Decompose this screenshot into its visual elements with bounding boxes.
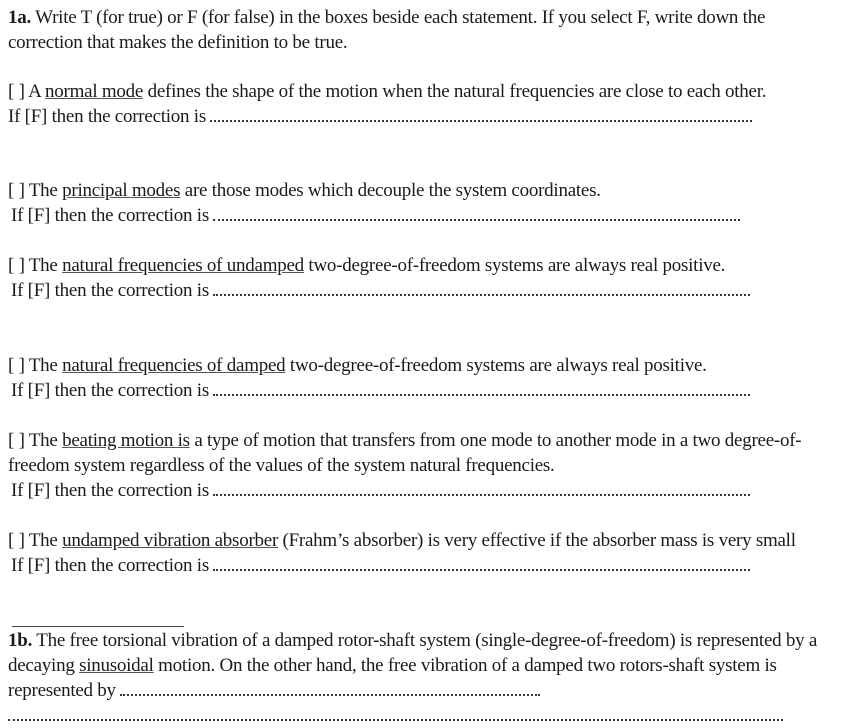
question-1b <box>8 628 833 728</box>
statement-text: defines the shape of the motion when the natural frequencies are close to each other. <box>143 81 767 102</box>
correction-label: If [F] then the correction is <box>11 280 209 301</box>
statement-item <box>8 178 808 228</box>
question-1a-instruction <box>8 5 808 55</box>
question-number: 1b. <box>8 630 33 651</box>
correction-label: If [F] then the correction is <box>11 380 209 401</box>
statement-text: The <box>28 530 63 551</box>
divider <box>12 626 184 627</box>
underlined-term: principal modes <box>62 180 181 201</box>
answer-checkbox[interactable]: [ ] <box>8 180 25 201</box>
underlined-term: sinusoidal <box>79 655 154 676</box>
answer-checkbox[interactable]: [ ] <box>8 255 25 276</box>
statement-item <box>8 528 828 578</box>
statement-text: a type of motion that transfers from one mode to another mode in a two degree-of-freedom system regardless of the values of the system natural frequencies. <box>8 430 802 476</box>
statement-text: The <box>28 180 63 201</box>
question-text: motion. On the other hand, the free vibration of a damped two rotors-shaft system is represented by <box>8 655 777 701</box>
underlined-term: normal mode <box>45 81 144 102</box>
underlined-term: beating motion is <box>62 430 190 451</box>
question-number: 1a. <box>8 7 31 28</box>
statement-text: The <box>28 355 63 376</box>
statement-text: The <box>28 255 63 276</box>
statement-text: two-degree-of-freedom systems are always real positive. <box>285 355 707 376</box>
statement-text: are those modes which decouple the system coordinates. <box>180 180 601 201</box>
underlined-term: undamped vibration absorber <box>62 530 279 551</box>
correction-blank[interactable] <box>213 555 750 571</box>
correction-blank[interactable] <box>213 205 740 221</box>
statement-text: A <box>28 81 46 102</box>
instruction-text: Write T (for true) or F (for false) in the boxes beside each statement. If you select F, write down the correction that makes the definition to be true. <box>8 7 766 53</box>
question-text: The free torsional vibration of a damped rotor-shaft system (single-degree-of-freedom) is represented by a decaying <box>8 630 818 676</box>
correction-blank[interactable] <box>210 106 752 122</box>
answer-checkbox[interactable]: [ ] <box>8 430 25 451</box>
statement-item <box>8 79 808 129</box>
answer-blank[interactable] <box>120 680 540 696</box>
correction-label: If [F] then the correction is <box>8 106 206 127</box>
answer-checkbox[interactable]: [ ] <box>8 81 25 102</box>
correction-blank[interactable] <box>213 280 750 296</box>
underlined-term: natural frequencies of undamped <box>62 255 304 276</box>
correction-label: If [F] then the correction is <box>11 555 209 576</box>
statement-text: (Frahm’s absorber) is very effective if the absorber mass is very small <box>278 530 796 551</box>
answer-blank[interactable] <box>8 705 783 721</box>
answer-checkbox[interactable]: [ ] <box>8 355 25 376</box>
answer-checkbox[interactable]: [ ] <box>8 530 25 551</box>
statement-text: The <box>28 430 63 451</box>
statement-item <box>8 253 778 303</box>
statement-item <box>8 353 838 403</box>
statement-item <box>8 428 818 503</box>
correction-blank[interactable] <box>213 380 750 396</box>
correction-label: If [F] then the correction is <box>11 205 209 226</box>
correction-label: If [F] then the correction is <box>11 480 209 501</box>
underlined-term: natural frequencies of damped <box>62 355 286 376</box>
statement-text: two-degree-of-freedom systems are always real positive. <box>303 255 726 276</box>
correction-blank[interactable] <box>213 480 750 496</box>
